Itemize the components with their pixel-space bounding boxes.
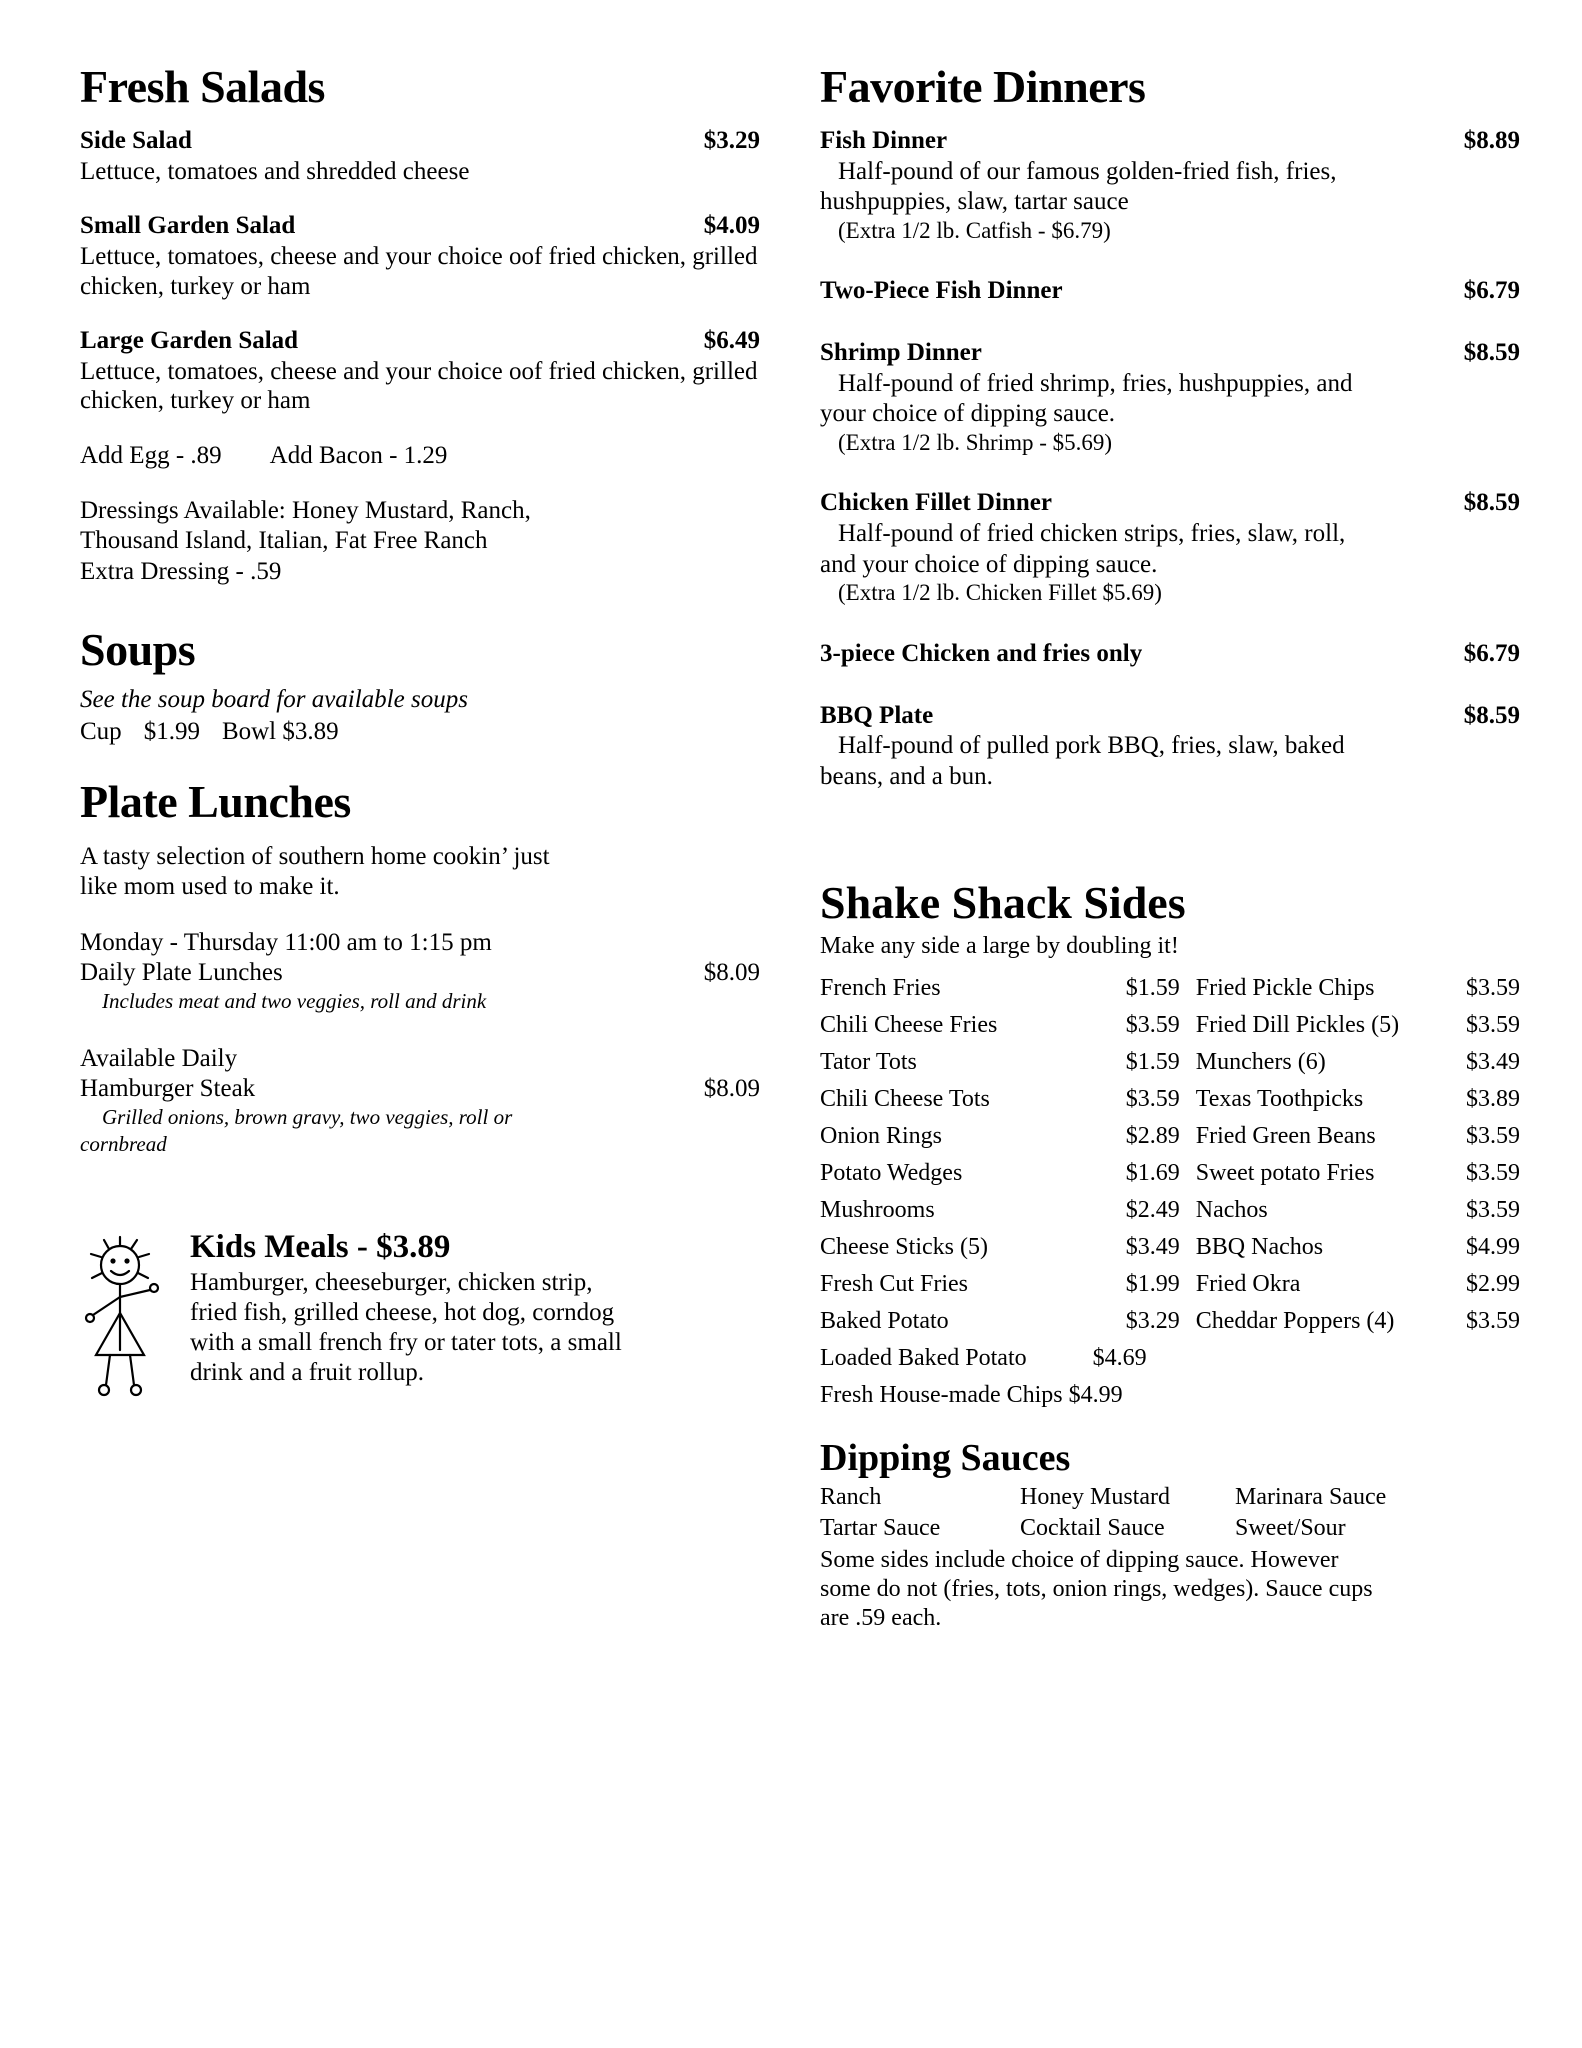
add-egg-label: Add Egg - .89 xyxy=(80,441,222,469)
menu-item-name: 3-piece Chicken and fries only xyxy=(820,639,1143,667)
table-row xyxy=(820,1340,1520,1377)
menu-item-description-line-2: and your choice of dipping sauce. xyxy=(820,550,1158,578)
menu-item-name: Shrimp Dinner xyxy=(820,339,982,367)
plate-intro-line-1: A tasty selection of southern home cookin’ just xyxy=(80,842,550,870)
menu-item-two-piece-fish-dinner xyxy=(820,277,1520,306)
side-price: $3.59 xyxy=(1466,1197,1520,1224)
menu-item-header xyxy=(820,702,1520,731)
side-name: Potato Wedges xyxy=(820,1160,963,1187)
sides-note: Make any side a large by doubling it! xyxy=(820,933,1179,960)
side-name: Fresh House-made Chips xyxy=(820,1382,1063,1409)
hamburger-steak-row xyxy=(80,1074,760,1104)
daily-plate-lunches-row xyxy=(80,958,760,988)
side-price: $2.49 xyxy=(1125,1197,1180,1224)
side-price: $2.99 xyxy=(1466,1271,1520,1298)
side-price: $3.59 xyxy=(1466,1123,1520,1150)
dipping-note-line-1: Some sides include choice of dipping sauce. However xyxy=(820,1547,1339,1574)
sauce-name: Ranch xyxy=(820,1484,882,1511)
dipping-note-line-3: are .59 each. xyxy=(820,1604,942,1631)
table-row xyxy=(820,1377,1520,1414)
section-heading-favorite-dinners: Favorite Dinners xyxy=(820,61,1146,112)
available-daily-label: Available Daily xyxy=(80,1044,238,1072)
section-heading-shake-shack-sides: Shake Shack Sides xyxy=(820,877,1186,929)
menu-item-name: BBQ Plate xyxy=(820,701,934,729)
side-price: $1.99 xyxy=(1125,1271,1180,1298)
side-name: Fried Dill Pickles (5) xyxy=(1195,1012,1400,1039)
side-name: Baked Potato xyxy=(820,1308,949,1335)
menu-item-price: $3.29 xyxy=(703,127,760,154)
kids-desc-line-4: drink and a fruit rollup. xyxy=(190,1358,424,1386)
side-price: $3.59 xyxy=(1466,1012,1520,1039)
side-name: Cheddar Poppers (4) xyxy=(1195,1308,1395,1335)
side-price: $3.59 xyxy=(1125,1012,1180,1039)
soup-cup-price: $1.99 xyxy=(143,717,200,745)
soup-bowl-label: Bowl xyxy=(221,717,277,745)
menu-item-shrimp-dinner xyxy=(820,339,1520,456)
salad-addons xyxy=(80,442,760,470)
table-row xyxy=(820,1044,1520,1081)
side-price: $4.99 xyxy=(1466,1234,1520,1261)
menu-item-name: Chicken Fillet Dinner xyxy=(820,489,1052,517)
section-heading-fresh-salads: Fresh Salads xyxy=(80,61,325,112)
dipping-sauces-table xyxy=(820,1482,1520,1544)
soup-cup-label: Cup xyxy=(80,717,122,745)
menu-item-description-line-2: beans, and a bun. xyxy=(820,762,993,790)
side-name: Nachos xyxy=(1195,1197,1268,1224)
table-row xyxy=(820,1007,1520,1044)
hamburger-steak-note-line-1: Grilled onions, brown gravy, two veggies, roll or xyxy=(102,1105,513,1130)
menu-item-header xyxy=(80,212,760,241)
side-name: Texas Toothpicks xyxy=(1195,1086,1364,1113)
menu-item-name: Two-Piece Fish Dinner xyxy=(820,277,1063,305)
menu-item-3-piece-chicken-and-fries xyxy=(820,640,1520,669)
side-price: $3.59 xyxy=(1466,1308,1520,1335)
menu-item-name: Fish Dinner xyxy=(820,127,948,154)
dressings-block xyxy=(80,496,760,588)
soup-prices xyxy=(80,716,760,747)
side-price: $3.49 xyxy=(1125,1234,1180,1261)
side-name: Onion Rings xyxy=(820,1123,943,1150)
sauce-name: Sweet/Sour xyxy=(1235,1515,1346,1542)
menu-item-name: Small Garden Salad xyxy=(80,212,296,240)
section-heading-dipping-sauces: Dipping Sauces xyxy=(820,1437,1071,1480)
menu-item-header xyxy=(820,339,1520,368)
side-name: Chili Cheese Tots xyxy=(820,1086,990,1113)
table-row xyxy=(820,1266,1520,1303)
menu-item-description-line-2: your choice of dipping sauce. xyxy=(820,400,1116,428)
menu-item-bbq-plate xyxy=(820,702,1520,792)
menu-item-header xyxy=(820,640,1520,669)
table-row xyxy=(820,1482,1520,1513)
sauce-name: Honey Mustard xyxy=(1020,1484,1170,1511)
side-name: Fried Green Beans xyxy=(1195,1123,1376,1150)
dressings-line-3: Extra Dressing - .59 xyxy=(80,557,282,585)
side-name: Chili Cheese Fries xyxy=(820,1012,998,1039)
side-name: Fresh Cut Fries xyxy=(820,1271,969,1298)
menu-item-description: Lettuce, tomatoes and shredded cheese xyxy=(80,157,470,185)
table-row xyxy=(820,1192,1520,1229)
daily-plate-lunches-label: Daily Plate Lunches xyxy=(80,959,283,987)
menu-item-header xyxy=(820,489,1520,518)
kids-meals-title: Kids Meals - $3.89 xyxy=(190,1228,451,1265)
side-name: Fried Okra xyxy=(1195,1271,1301,1298)
soups-block xyxy=(80,684,760,747)
side-price: $2.89 xyxy=(1125,1123,1180,1150)
left-column xyxy=(80,60,760,1633)
side-price: $4.99 xyxy=(1068,1382,1123,1409)
side-name: BBQ Nachos xyxy=(1195,1234,1324,1261)
section-heading-plate-lunches: Plate Lunches xyxy=(80,775,351,827)
side-name: Sweet potato Fries xyxy=(1195,1160,1375,1187)
side-price: $3.59 xyxy=(1466,1160,1520,1187)
menu-item-price: $8.59 xyxy=(1463,701,1520,729)
side-price: $3.89 xyxy=(1466,1086,1520,1113)
soup-bowl-price: $3.89 xyxy=(282,717,339,745)
kids-desc-line-1: Hamburger, cheeseburger, chicken strip, xyxy=(190,1268,593,1296)
side-name: Fried Pickle Chips xyxy=(1195,975,1375,1002)
kids-meals-description xyxy=(190,1268,760,1388)
side-name: Mushrooms xyxy=(820,1197,935,1224)
kids-meals-text xyxy=(180,1229,760,1388)
menu-item-description-line-1: Half-pound of fried shrimp, fries, hushpuppies, and xyxy=(838,369,1353,397)
kids-desc-line-3: with a small french fry or tater tots, a small xyxy=(190,1328,622,1356)
menu-item-chicken-fillet-dinner xyxy=(820,489,1520,606)
menu-item-price: $6.79 xyxy=(1463,277,1520,305)
menu-item-header xyxy=(80,127,760,156)
table-row xyxy=(820,1155,1520,1192)
sauce-name: Marinara Sauce xyxy=(1235,1484,1387,1511)
table-row xyxy=(820,1081,1520,1118)
sauce-name: Tartar Sauce xyxy=(820,1515,941,1542)
section-heading-soups: Soups xyxy=(80,624,196,676)
menu-item-description-line-1: Half-pound of pulled pork BBQ, fries, slaw, baked xyxy=(838,732,1345,760)
side-price: $1.69 xyxy=(1125,1160,1180,1187)
menu-item-description: Lettuce, tomatoes, cheese and your choice oof fried chicken, grilled chicken, turkey or ham xyxy=(80,243,758,300)
side-price: $1.59 xyxy=(1125,975,1180,1002)
menu-item-header xyxy=(820,127,1520,156)
side-price: $1.59 xyxy=(1125,1049,1180,1076)
menu-item-description-line-1: Half-pound of our famous golden-fried fish, fries, xyxy=(838,157,1337,185)
menu-item-extra-note: (Extra 1/2 lb. Chicken Fillet $5.69) xyxy=(838,580,1162,606)
menu-item-large-garden-salad xyxy=(80,327,760,416)
kids-desc-line-2: fried fish, grilled cheese, hot dog, corndog xyxy=(190,1298,615,1326)
table-row xyxy=(820,1513,1520,1544)
menu-item-small-garden-salad xyxy=(80,212,760,301)
menu-item-description: Lettuce, tomatoes, cheese and your choice oof fried chicken, grilled chicken, turkey or ham xyxy=(80,357,758,415)
menu-item-description-line-1: Half-pound of fried chicken strips, fries, slaw, roll, xyxy=(838,520,1346,548)
menu-item-price: $8.59 xyxy=(1463,489,1520,517)
menu-item-price: $8.59 xyxy=(1463,339,1520,367)
dipping-sauces-note xyxy=(820,1546,1520,1632)
menu-item-name: Side Salad xyxy=(80,127,192,154)
menu-columns xyxy=(80,60,1522,1633)
menu-item-header xyxy=(80,327,760,356)
side-name: French Fries xyxy=(820,975,941,1002)
kid-stick-figure-icon xyxy=(80,1229,180,1405)
side-price: $3.29 xyxy=(1125,1308,1180,1335)
menu-item-side-salad xyxy=(80,127,760,186)
plate-lunches-intro xyxy=(80,842,760,902)
sides-table xyxy=(820,970,1520,1414)
menu-item-header xyxy=(820,277,1520,306)
side-name: Munchers (6) xyxy=(1195,1049,1326,1076)
daily-plate-lunches-price: $8.09 xyxy=(703,959,760,987)
soup-board-note: See the soup board for available soups xyxy=(80,686,468,714)
table-row xyxy=(820,1229,1520,1266)
sauce-name: Cocktail Sauce xyxy=(1020,1515,1165,1542)
dressings-line-1: Dressings Available: Honey Mustard, Ranch, xyxy=(80,496,531,524)
menu-item-price: $8.89 xyxy=(1463,127,1520,154)
hamburger-steak-note-line-2: cornbread xyxy=(80,1132,167,1157)
side-price: $3.59 xyxy=(1466,975,1520,1002)
side-name: Loaded Baked Potato xyxy=(820,1345,1027,1372)
daily-plate-lunches-note: Includes meat and two veggies, roll and drink xyxy=(102,989,487,1014)
menu-item-fish-dinner xyxy=(820,127,1520,244)
right-column xyxy=(820,60,1520,1633)
menu-item-description-line-2: hushpuppies, slaw, tartar sauce xyxy=(820,188,1129,216)
table-row xyxy=(820,970,1520,1007)
menu-item-price: $4.09 xyxy=(703,212,760,240)
menu-item-name: Large Garden Salad xyxy=(80,327,299,354)
side-name: Tator Tots xyxy=(820,1049,917,1076)
side-price: $4.69 xyxy=(1092,1345,1147,1372)
menu-item-price: $6.79 xyxy=(1463,639,1520,667)
table-row xyxy=(820,1303,1520,1340)
side-price: $3.49 xyxy=(1466,1049,1520,1076)
hamburger-steak-price: $8.09 xyxy=(703,1075,760,1103)
kids-meals-block xyxy=(80,1229,760,1405)
side-price: $3.59 xyxy=(1125,1086,1180,1113)
dressings-line-2: Thousand Island, Italian, Fat Free Ranch xyxy=(80,527,488,555)
menu-item-extra-note: (Extra 1/2 lb. Shrimp - $5.69) xyxy=(838,429,1113,455)
side-name: Cheese Sticks (5) xyxy=(820,1234,988,1261)
hamburger-steak-label: Hamburger Steak xyxy=(80,1075,256,1103)
menu-item-extra-note: (Extra 1/2 lb. Catfish - $6.79) xyxy=(838,217,1111,243)
add-bacon-label: Add Bacon - 1.29 xyxy=(269,441,448,469)
menu-item-price: $6.49 xyxy=(703,327,760,354)
table-row xyxy=(820,1118,1520,1155)
dipping-note-line-2: some do not (fries, tots, onion rings, wedges). Sauce cups xyxy=(820,1576,1373,1603)
plate-intro-line-2: like mom used to make it. xyxy=(80,872,340,900)
plate-lunch-hours: Monday - Thursday 11:00 am to 1:15 pm xyxy=(80,928,492,956)
